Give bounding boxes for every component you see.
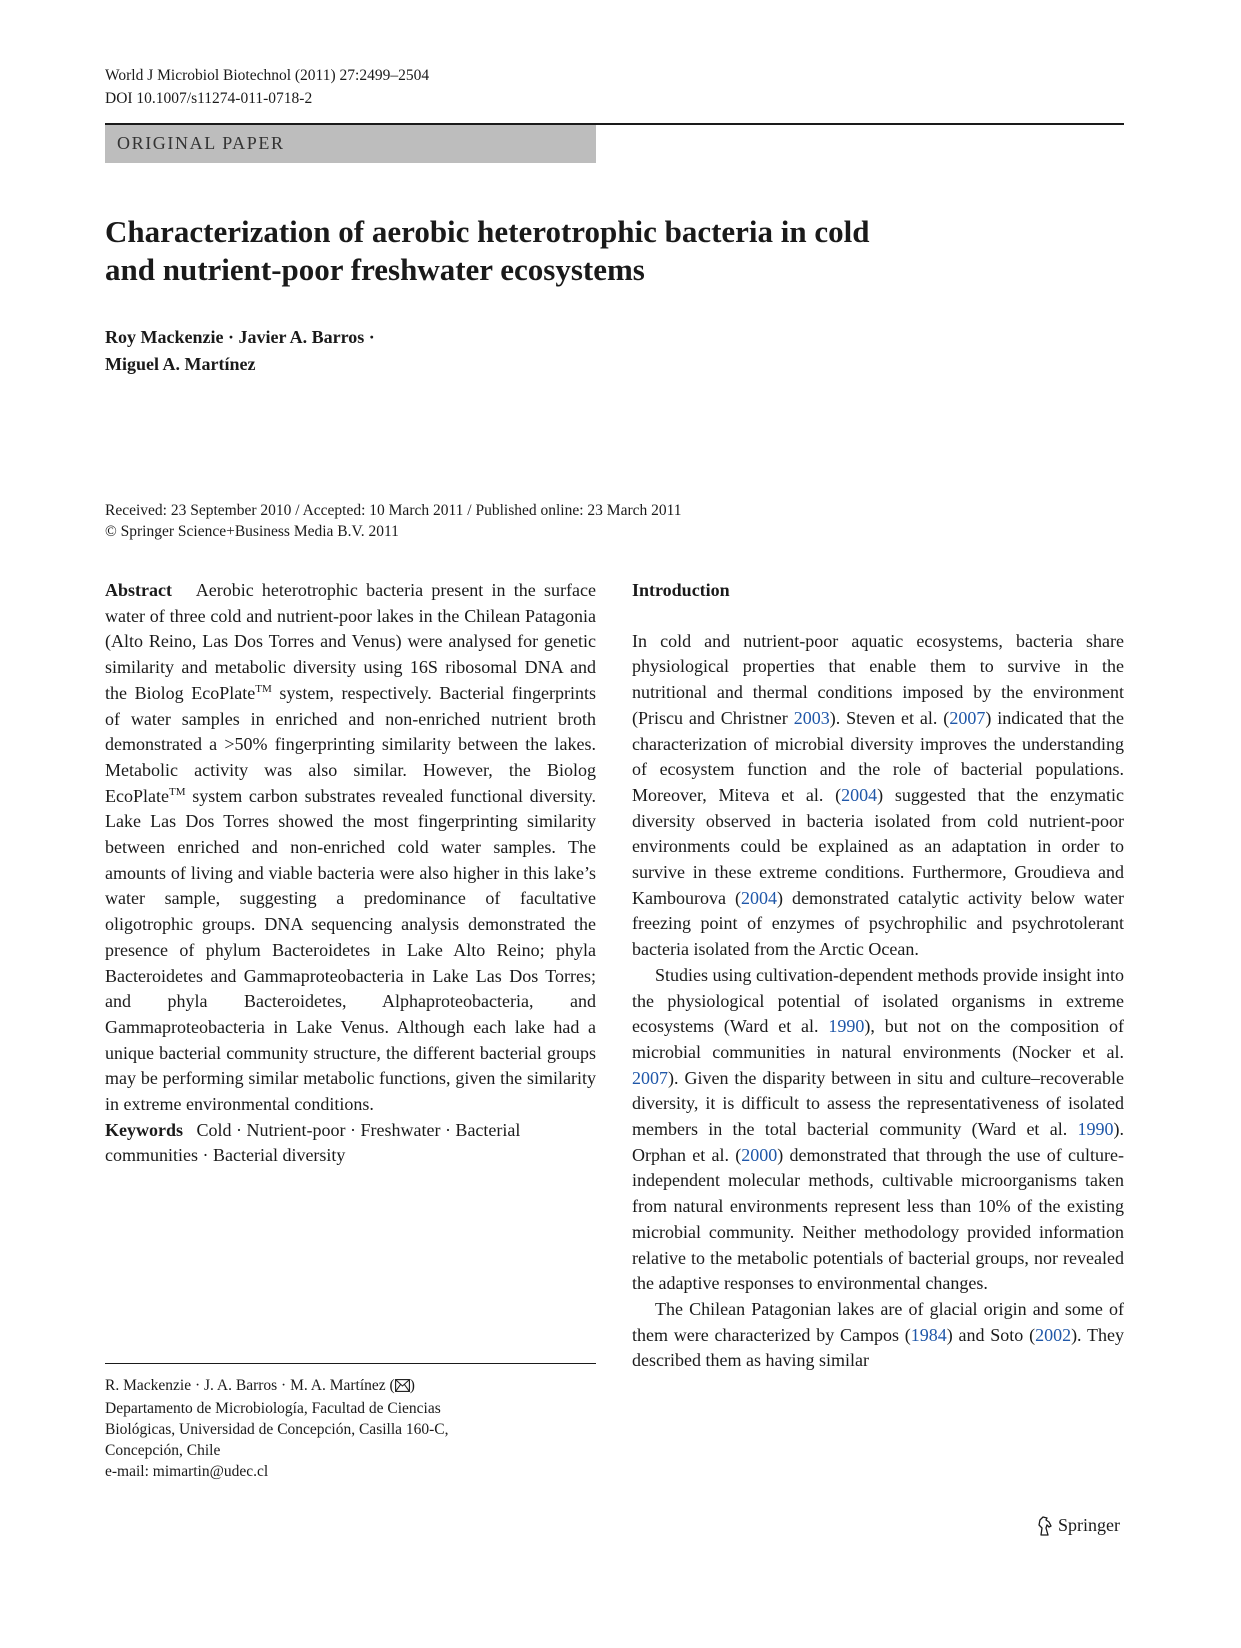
keywords-list: Cold · Nutrient-poor · Freshwater · Bacterial communities · Bacterial diversity: [105, 1119, 521, 1166]
intro-paragraph-2: [632, 963, 1124, 1297]
intro-p2-text: ). Given the disparity between in situ and culture–recoverable diversity, it is difficult to assess the representativeness of isolated members in the total bacterial community (Ward et al.: [632, 1067, 1124, 1140]
affiliation-rule: [105, 1363, 596, 1364]
article-type-label: ORIGINAL PAPER: [117, 133, 285, 153]
citation-link[interactable]: 2007: [949, 707, 986, 728]
affiliation-names: [105, 1375, 449, 1398]
affiliation-email[interactable]: e-mail: mimartin@udec.cl: [105, 1463, 269, 1480]
doi: DOI 10.1007/s11274-011-0718-2: [105, 90, 313, 107]
springer-horse-icon: [1036, 1516, 1054, 1536]
authors-line-2: Miguel A. Martínez: [105, 354, 256, 374]
affiliation: [105, 1375, 449, 1482]
intro-p3-text: ). They described them as having similar: [632, 1324, 1124, 1371]
citation-link[interactable]: 2004: [741, 887, 777, 908]
page-title: [105, 213, 1005, 289]
keywords: [105, 1118, 596, 1169]
author-list: [105, 324, 375, 378]
citation-link[interactable]: 2007: [632, 1067, 668, 1088]
intro-p1-text: In cold and nutrient-poor aquatic ecosystems, bacteria share physiological properties that enable them to survive in the nutritional and thermal conditions imposed by the environment (Priscu and Christner: [632, 630, 1124, 728]
publication-dates: [105, 500, 682, 542]
journal-citation: World J Microbiol Biotechnol (2011) 27:2499–2504: [105, 67, 430, 84]
trademark-2: TM: [168, 785, 186, 798]
abstract-heading: Abstract: [105, 580, 172, 600]
affiliation-city: Concepción, Chile: [105, 1442, 221, 1459]
authors-line-1: Roy Mackenzie · Javier A. Barros ·: [105, 327, 375, 347]
intro-p2-text: ), but not on the composition of microbial communities in natural environments (Nocker et al.: [632, 1016, 1124, 1062]
introduction-heading: Introduction: [632, 580, 730, 600]
affiliation-univ: Biológicas, Universidad de Concepción, Casilla 160-C,: [105, 1421, 449, 1438]
intro-p2-text: ). Orphan et al. (: [632, 1119, 1124, 1165]
abstract-text-1: Aerobic heterotrophic bacteria present in the surface water of three cold and nutrient-poor lakes in the Chilean Patagonia (Alto Reino, Las Dos Torres and Venus) were analysed for genetic similarity and metabolic diversity using 16S ribosomal DNA and the Biolog EcoPlate: [105, 580, 596, 703]
intro-p3-text: ) and Soto (: [946, 1324, 1036, 1345]
affiliation-authors: R. Mackenzie · J. A. Barros · M. A. Martínez (: [105, 1377, 395, 1394]
article-type-banner: [105, 125, 596, 163]
title-line-2: and nutrient-poor freshwater ecosystems: [105, 252, 645, 287]
copyright: © Springer Science+Business Media B.V. 2011: [105, 523, 399, 540]
journal-header: [105, 64, 429, 110]
intro-p2-text: ) demonstrated that through the use of culture-independent molecular methods, cultivable microorganisms taken from natural environments represent less than 10% of the existing microbial community. Neither methodology provided information relative to the metabolic potentials of bacterial groups, nor revealed the adaptive responses to environmental changes.: [632, 1144, 1124, 1294]
publisher-name: Springer: [1058, 1515, 1120, 1535]
abstract: [105, 578, 596, 1118]
intro-p2-text: Studies using cultivation-dependent methods provide insight into the physiological potential of isolated organisms in extreme ecosystems (Ward et al.: [632, 964, 1124, 1037]
citation-link[interactable]: 2000: [741, 1144, 778, 1165]
intro-p3-text: The Chilean Patagonian lakes are of glacial origin and some of them were characterized by Campos (: [632, 1298, 1124, 1345]
abstract-text-2: system, respectively. Bacterial fingerprints of water samples in enriched and non-enriched nutrient broth demonstrated a >50% fingerprinting similarity between the lakes. Metabolic activity was also similar. However, the Biolog EcoPlate: [105, 682, 596, 806]
intro-p1-text: ) demonstrated catalytic activity below water freezing point of enzymes of psychrophilic and psychrotolerant bacteria isolated from the Arctic Ocean.: [632, 887, 1124, 960]
title-line-1: Characterization of aerobic heterotrophic bacteria in cold: [105, 214, 870, 249]
envelope-icon: [395, 1377, 410, 1398]
left-column: [105, 578, 596, 1169]
citation-link[interactable]: 1990: [828, 1016, 865, 1037]
keywords-heading: Keywords: [105, 1119, 183, 1140]
citation-link[interactable]: 2004: [841, 784, 878, 805]
citation-link[interactable]: 1990: [1077, 1119, 1114, 1140]
intro-paragraph-1: [632, 629, 1124, 963]
intro-p1-text: ) indicated that the characterization of microbial diversity improves the understanding of ecosystem function and the role of bacterial populations. Moreover, Miteva et al. (: [632, 707, 1124, 805]
affiliation-dept: Departamento de Microbiología, Facultad de Ciencias: [105, 1400, 441, 1417]
right-column: [632, 578, 1124, 1374]
citation-link[interactable]: 2002: [1035, 1324, 1072, 1345]
intro-p1-text: ). Steven et al. (: [829, 707, 950, 728]
abstract-text-3: system carbon substrates revealed functional diversity. Lake Las Dos Torres showed the most fingerprinting similarity between enriched and non-enriched cold water samples. The amounts of living and viable bacteria were also higher in this lake’s water sample, suggesting a predominance of facultative oligotrophic groups. DNA sequencing analysis demonstrated the presence of phylum Bacteroidetes in Lake Alto Reino; phyla Bacteroidetes and Gammaproteobacteria in Lake Las Dos Torres; and phyla Bacteroidetes, Alphaproteobacteria, and Gammaproteobacteria in Lake Venus. Although each lake had a unique bacterial community structure, the different bacterial groups may be performing similar metabolic functions, given the similarity in extreme environmental conditions.: [105, 785, 596, 1115]
citation-link[interactable]: 1984: [910, 1324, 947, 1345]
history-dates: Received: 23 September 2010 / Accepted: 10 March 2011 / Published online: 23 March 2011: [105, 502, 682, 519]
trademark-1: TM: [255, 682, 272, 695]
citation-link[interactable]: 2003: [793, 707, 830, 728]
intro-paragraph-3: [632, 1297, 1124, 1374]
intro-p1-text: ) suggested that the enzymatic diversity observed in bacteria isolated from cold nutrient-poor environments could be explained as an adaptation in order to survive in these extreme conditions. Furthermore, Groudieva and Kambourova (: [632, 784, 1124, 908]
affiliation-paren: ): [409, 1377, 415, 1394]
publisher-logo: [1036, 1515, 1120, 1536]
